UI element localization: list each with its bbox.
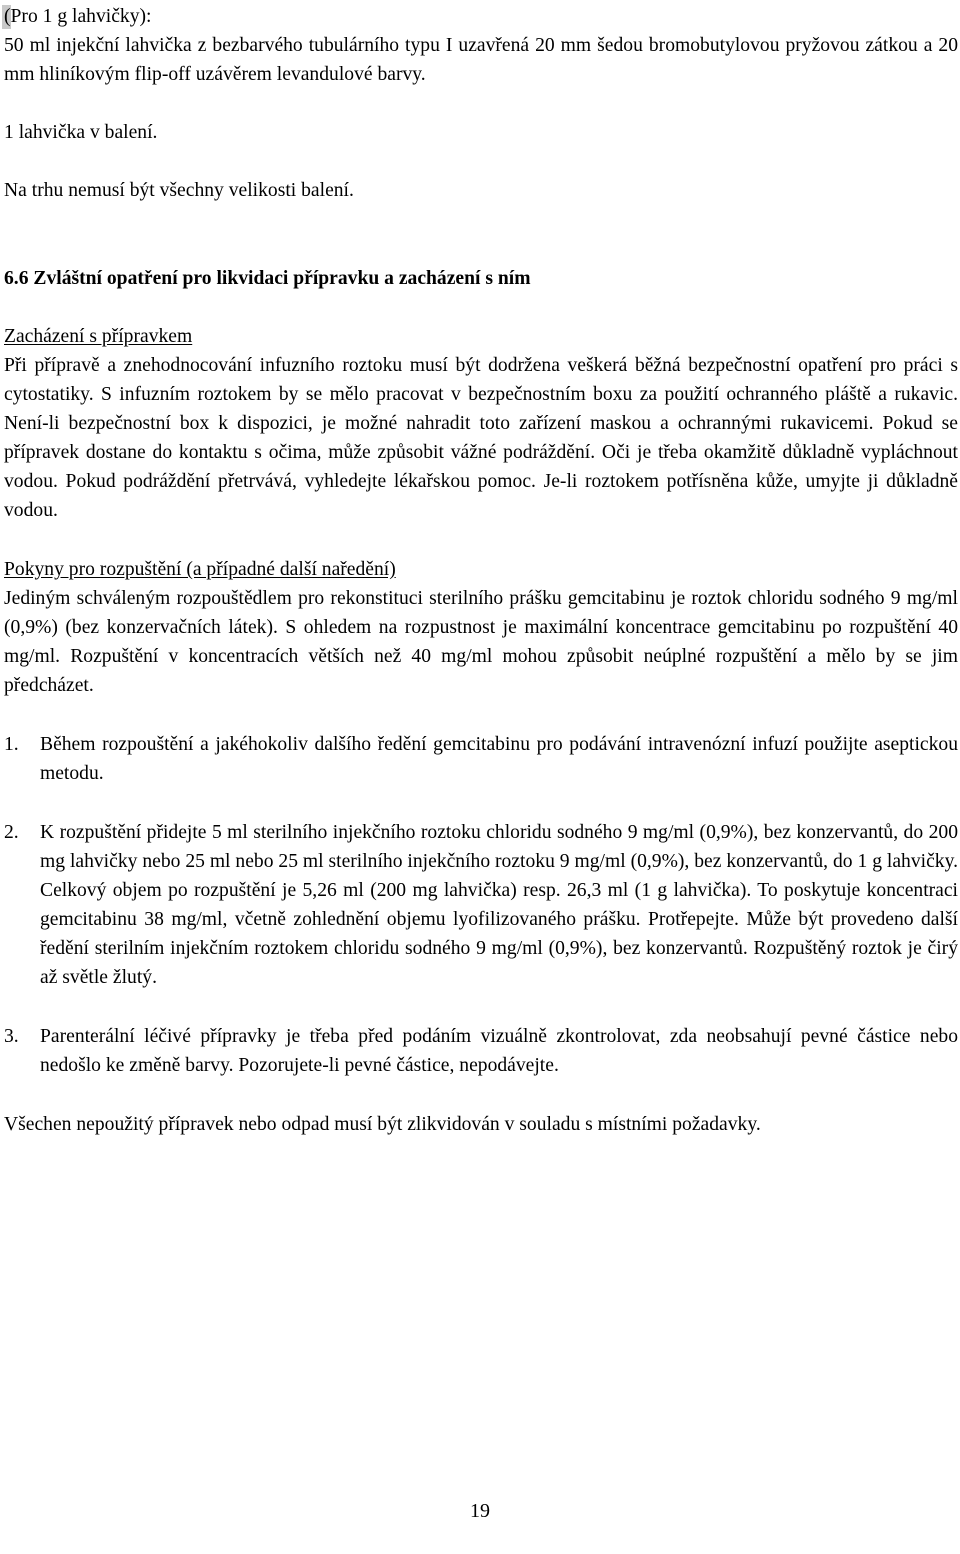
step-item — [4, 818, 958, 992]
handling-title: Zacházení s přípravkem — [4, 326, 193, 347]
handling-text: Při přípravě a znehodnocování infuzního roztoku musí být dodržena veškerá běžná bezpečnostní opatření pro práci s cytostatiky. S infuzním roztokem by se mělo pracovat v bezpečnostním boxu za použití ochranného pláště a rukavic. Není-li bezpečnostní box k dispozici, je možné nahradit toto zařízení maskou a ochrannými rukavicemi. Pokud se přípravek dostane do kontaktu s očima, může způsobit vážné podráždění. Oči je třeba okamžitě důkladně vypláchnout vodou. Pokud podráždění přetrvává, vyhledejte lékařskou pomoc. Je-li roztokem potřísněna kůže, umyjte ji důkladně vodou. — [4, 355, 958, 521]
document-content — [4, 2, 958, 1139]
section-heading: 6.6 Zvláštní opatření pro likvidaci přípravku a zacházení s ním — [4, 268, 531, 289]
step-text: K rozpuštění přidejte 5 ml sterilního injekčního roztoku chloridu sodného 9 mg/ml (0,9%), bez konzervantů, do 200 mg lahvičky nebo 25 ml nebo 25 ml sterilního injekčního roztoku 9 mg/ml (0,9%), bez konzervantů, do 1 g lahvičky. Celkový objem po rozpuštění je 5,26 ml (200 mg lahvička) resp. 26,3 ml (1 g lahvička). To poskytuje koncentraci gemcitabinu 38 mg/ml, včetně zohlednění objemu lyofilizovaného prášku. Protřepejte. Může být provedeno další ředění sterilním injekčním roztokem chloridu sodného 9 mg/ml (0,9%), bez konzervantů. Rozpuštěný roztok je čirý až světle žlutý. — [40, 822, 958, 988]
step-text: Parenterální léčivé přípravky je třeba před podáním vizuálně zkontrolovat, zda neobsahují pevné částice nebo nedošlo ke změně barvy. Pozorujete-li pevné částice, nepodávejte. — [40, 1026, 958, 1076]
page-number: 19 — [470, 1500, 490, 1522]
step-text: Během rozpouštění a jakéhokoliv dalšího ředění gemcitabinu pro podávání intravenózní infuzí použijte aseptickou metodu. — [40, 734, 958, 784]
pack-intro-text: (Pro 1 g lahvičky): — [4, 6, 152, 27]
pack-intro — [4, 2, 958, 31]
step-number: 3. — [4, 1026, 19, 1047]
disposal-text: Všechen nepoužitý přípravek nebo odpad musí být zlikvidován v souladu s místními požadavky. — [4, 1114, 761, 1135]
pack-description: 50 ml injekční lahvička z bezbarvého tubulárního typu I uzavřená 20 mm šedou bromobutylovou pryžovou zátkou a 20 mm hliníkovým flip-off uzávěrem levandulové barvy. — [4, 35, 958, 85]
pack-note: Na trhu nemusí být všechny velikosti balení. — [4, 180, 354, 201]
pack-count: 1 lahvička v balení. — [4, 122, 158, 143]
reconstitution-title: Pokyny pro rozpuštění (a případné další naředění) — [4, 559, 396, 580]
step-item — [4, 1022, 958, 1080]
reconstitution-text: Jediným schváleným rozpouštědlem pro rekonstituci sterilního prášku gemcitabinu je roztok chloridu sodného 9 mg/ml (0,9%) (bez konzervačních látek). S ohledem na rozpustnost je maximální koncentrace gemcitabinu po rozpuštění 40 mg/ml. Rozpuštění v koncentracích větších než 40 mg/ml mohou způsobit neúplné rozpuštění a mělo by se jim předcházet. — [4, 588, 958, 696]
step-number: 1. — [4, 734, 19, 755]
step-number: 2. — [4, 822, 19, 843]
step-item — [4, 730, 958, 788]
